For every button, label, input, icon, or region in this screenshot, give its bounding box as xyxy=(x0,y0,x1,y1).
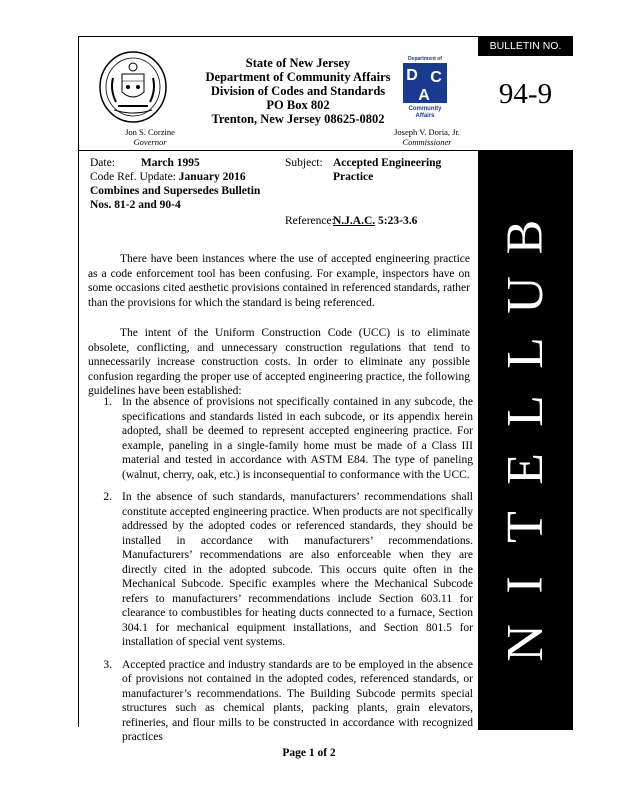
reference-label: Reference: xyxy=(285,215,335,227)
reference-code: N.J.A.C. xyxy=(333,215,376,227)
list-item-number: 1. xyxy=(103,396,112,408)
dca-logo-icon xyxy=(400,54,450,120)
coderef-value: January 2016 xyxy=(178,171,246,183)
agency-line: Division of Codes and Standards xyxy=(210,84,386,98)
coderef-row xyxy=(90,170,246,184)
date-row xyxy=(90,156,200,170)
bulletin-no-label: BULLETIN NO. xyxy=(478,36,573,56)
agency-address xyxy=(188,56,408,126)
intro-paragraph: There have been instances where the use of accepted engineering practice as a code enforcement tool has been confusing. For example, inspectors have on some occasions cited aesthetic provisions contained in referenced standards, rather than the provisions for which the standard is being referenced. xyxy=(88,253,470,309)
list-item-text: In the absence of such standards, manufacturers’ recommendations shall constitute accepted engineering practice. When products are not specifically addressed by the adopted codes or referenced standards, they should be installed in accordance with manufacturers’ recommendations. Manufacturers’ recommendations are also enforceable when they are directly cited in the adopted subcode. This occurs quite often in the Mechanical Subcode. Specific examples where the Mechanical Subcode refers to manufacturers’ recommendations include Section 603.11 for clearance to combustibles for heating ducts connected to a furnace, Section 304.1 for mechanical equipment installations, and Section 801.5 for installation of special vent systems. xyxy=(122,491,473,648)
reference-value xyxy=(333,214,417,228)
list-item xyxy=(88,490,473,650)
header-divider xyxy=(78,150,478,151)
nj-state-seal-icon xyxy=(98,50,168,124)
bulletin-vertical-word xyxy=(488,150,563,730)
subject-value: Accepted Engineering Practice xyxy=(333,157,442,183)
governor-title: Governor xyxy=(133,137,167,147)
list-item xyxy=(88,658,473,745)
logo-bottom-line: Community xyxy=(408,106,442,112)
agency-line: Trenton, New Jersey 08625-0802 xyxy=(211,112,385,126)
band-letter: E xyxy=(496,453,554,485)
reference-section: 5:23-3.6 xyxy=(378,215,418,227)
list-item-number: 3. xyxy=(103,658,112,671)
commissioner-name: Joseph V. Doria, Jr. xyxy=(394,127,460,137)
logo-letter-d: D xyxy=(406,67,418,84)
bulletin-number: 94-9 xyxy=(498,78,553,110)
band-letter: I xyxy=(496,576,554,594)
band-letter: L xyxy=(496,337,554,369)
list-item-text: In the absence of provisions not specifically contained in any subcode, the specifications and standards listed in each subcode, or its appendix herein adopted, shall be deemed to represent accepted engineering practice. For example, paneling in a single-family home must be made of a Class III material and tested in accordance with ASTM E84. The type of paneling (walnut, cherry, oak, etc.) is inconsequential to conformance with the UCC. xyxy=(122,396,473,481)
list-item xyxy=(88,395,473,482)
commissioner-title: Commissioner xyxy=(402,137,452,147)
logo-letter-c: C xyxy=(430,69,442,86)
governor-name: Jon S. Corzine xyxy=(125,127,175,137)
logo-top-text: Department of xyxy=(408,56,442,62)
coderef-label: Code Ref. Update: xyxy=(90,171,176,183)
band-letter: T xyxy=(496,511,554,543)
guidelines-list xyxy=(88,395,473,753)
band-letter: N xyxy=(496,624,554,662)
agency-line: PO Box 802 xyxy=(266,98,330,112)
list-item-text: Accepted practice and industry standards are to be employed in the absence of provisions not contained in the adopted codes, referenced standards, or manufacturer’s recommendations. The Building Subcode permits special structures such as chemical plants, packing plants, grain elevators, refineries, and flour mills to be constructed in accordance with recognized practices xyxy=(122,658,473,743)
agency-line: Department of Community Affairs xyxy=(205,70,391,84)
page-number: Page 1 of 2 xyxy=(282,747,336,759)
date-value: March 1995 xyxy=(140,157,200,169)
subject-label: Subject: xyxy=(285,157,323,169)
band-letter: L xyxy=(496,395,554,427)
list-item-number: 2. xyxy=(103,491,112,503)
intent-paragraph: The intent of the Uniform Construction Code (UCC) is to eliminate obsolete, conflicting, and unnecessary construction regulations that tend to unnecessarily increase construction costs. In order to eliminate any possible confusion regarding the proper use of accepted engineering practice, the following guidelines have been established: xyxy=(88,327,470,397)
agency-line: State of New Jersey xyxy=(245,56,351,70)
band-letter: U xyxy=(496,276,554,314)
logo-letter-a: A xyxy=(418,87,430,104)
date-label: Date: xyxy=(90,157,115,169)
logo-bottom-line: Affairs xyxy=(415,113,435,119)
combines-supersedes: Combines and Supersedes Bulletin Nos. 81-2 and 90-4 xyxy=(90,185,261,211)
band-letter: B xyxy=(496,219,554,255)
